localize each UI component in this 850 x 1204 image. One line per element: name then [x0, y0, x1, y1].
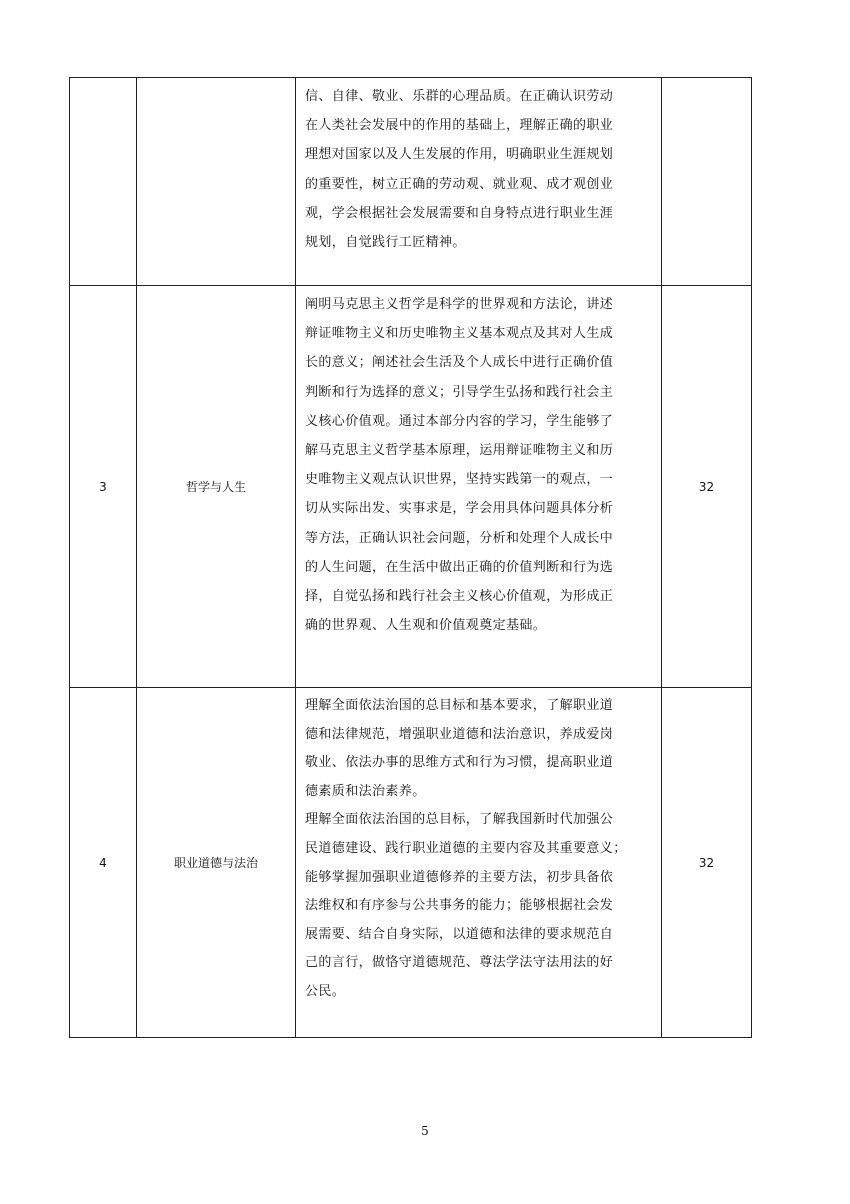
course-content-text: 理解全面依法治国的总目标和基本要求，了解职业道 德和法律规范，增强职业道德和法治意识，养成爱岗 敬业、依法办事的思维方式和行为习惯，提高职业道 德素质和法治素养。 理解全面依法治国的总目标，了解我国新时代加强公 民道德建设、践行职业道德的主要内容及其重要意义； 能够掌握加强职业道德修养的主要方法，初步具备依 法维权和有序参与公共事务的能力；能够根据社会发 展需要、结合自身实际，以道德和法律的要求规范自 己的言行，做恪守道德规范、尊法学法守法用法的好 公民。	[305, 698, 627, 999]
table-row	[70, 78, 752, 286]
course-number-cell: 4	[70, 688, 137, 1038]
course-number-cell: 3	[70, 286, 137, 688]
table-row	[70, 688, 752, 1038]
course-number-cell	[70, 78, 137, 286]
course-name-cell	[137, 78, 296, 286]
course-hours-cell: 32	[662, 688, 752, 1038]
course-name-cell: 哲学与人生	[137, 286, 296, 688]
course-hours-cell	[662, 78, 752, 286]
course-content-text: 信、自律、敬业、乐群的心理品质。在正确认识劳动 在人类社会发展中的作用的基础上，理解正确的职业 理想对国家以及人生发展的作用，明确职业生涯规划 的重要性，树立正确的劳动观、就业观、成才观创业 观，学会根据社会发展需要和自身特点进行职业生涯 规划，自觉践行工匠精神。	[305, 89, 614, 251]
course-name-cell: 职业道德与法治	[137, 688, 296, 1038]
course-content-text: 阐明马克思主义哲学是科学的世界观和方法论，讲述 辩证唯物主义和历史唯物主义基本观点及其对人生成 长的意义；阐述社会生活及个人成长中进行正确价值 判断和行为选择的意义；引导学生弘扬和践行社会主 义核心价值观。通过本部分内容的学习，学生能够了 解马克思主义哲学基本原理，运用辩证唯物主义和历 史唯物主义观点认识世界，坚持实践第一的观点，一 切从实际出发、实事求是，学会用具体问题具体分析 等方法，正确认识社会问题，分析和处理个人成长中 的人生问题，在生活中做出正确的价值判断和行为选 择，自觉弘扬和践行社会主义核心价值观，为形成正 确的世界观、人生观和价值观奠定基础。	[305, 297, 614, 634]
course-content-cell	[296, 688, 662, 1038]
course-content-cell	[296, 78, 662, 286]
course-hours-cell: 32	[662, 286, 752, 688]
table-row	[70, 286, 752, 688]
course-content-cell	[296, 286, 662, 688]
course-table	[69, 77, 752, 1038]
page-number: 5	[421, 1124, 429, 1138]
